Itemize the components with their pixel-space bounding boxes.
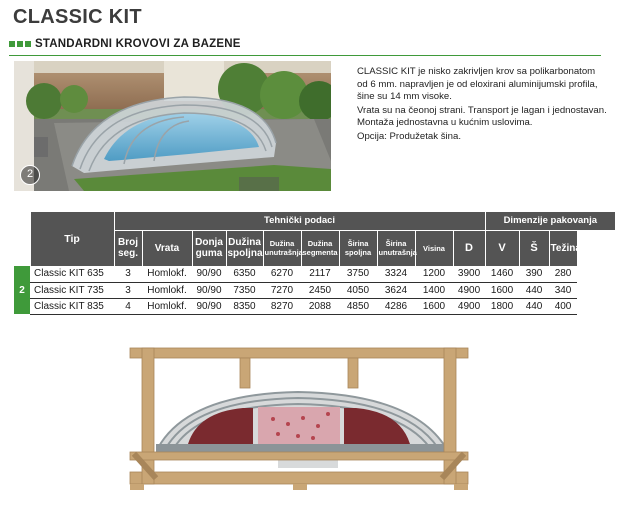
header-d: D — [453, 230, 485, 266]
cell-tip: Classic KIT 635 — [30, 266, 114, 282]
cell-duzina-segmenta: 2088 — [301, 298, 339, 314]
header-dimenzije-pakovanja: Dimenzije pakovanja — [485, 212, 615, 230]
description-paragraph-2: Vrata su na čeonoj strani. Transport je lagan i jednostavan. Montaža jednostavna u kućnim uslovima. — [357, 104, 607, 129]
cell-duzina-spoljna: 7350 — [226, 282, 263, 298]
header-donja-guma: Donja guma — [192, 230, 226, 266]
cell-sirina-unutrasnja: 3324 — [377, 266, 415, 282]
cell-duzina-spoljna: 6350 — [226, 266, 263, 282]
cell-tip: Classic KIT 835 — [30, 298, 114, 314]
header-duzina-segmenta: Dužina segmenta — [301, 230, 339, 266]
description-paragraph-3: Opcija: Produžetak šina. — [357, 130, 461, 142]
cell-sirina-unutrasnja: 3624 — [377, 282, 415, 298]
cell-sirina-spoljna: 3750 — [339, 266, 377, 282]
header-s: Š — [519, 230, 549, 266]
cell-sirina-unutrasnja: 4286 — [377, 298, 415, 314]
cell-visina: 1200 — [415, 266, 453, 282]
cell-broj-seg: 4 — [114, 298, 142, 314]
cell-visina: 1600 — [415, 298, 453, 314]
cell-sirina-spoljna: 4050 — [339, 282, 377, 298]
header-v: V — [485, 230, 519, 266]
table-row — [14, 266, 615, 282]
heading-squares-icon — [9, 41, 31, 47]
cell-broj-seg: 3 — [114, 266, 142, 282]
cell-duzina-spoljna: 8350 — [226, 298, 263, 314]
cell-duzina-segmenta: 2117 — [301, 266, 339, 282]
photo-number-badge: 2 — [20, 165, 40, 185]
cell-duzina-segmenta: 2450 — [301, 282, 339, 298]
cell-d: 3900 — [453, 266, 485, 282]
header-visina: Visina — [415, 230, 453, 266]
cell-duzina-unutrasnja: 8270 — [263, 298, 301, 314]
table-row — [14, 298, 615, 314]
table-row — [14, 282, 615, 298]
cell-s: 440 — [519, 298, 549, 314]
cell-d: 4900 — [453, 282, 485, 298]
page-title: CLASSIC KIT — [13, 6, 142, 28]
cell-sirina-spoljna: 4850 — [339, 298, 377, 314]
cell-duzina-unutrasnja: 7270 — [263, 282, 301, 298]
packaging-crate-photo — [128, 344, 470, 492]
product-description — [357, 66, 607, 145]
group-spacer — [14, 212, 30, 266]
cell-tip: Classic KIT 735 — [30, 282, 114, 298]
group-number-badge: 2 — [14, 266, 30, 314]
cell-tezina: 280 — [549, 266, 577, 282]
cell-v: 1600 — [485, 282, 519, 298]
cell-s: 390 — [519, 266, 549, 282]
header-duzina-unutrasnja: Dužina unutrašnja — [263, 230, 301, 266]
cell-tezina: 340 — [549, 282, 577, 298]
cell-tezina: 400 — [549, 298, 577, 314]
header-vrata: Vrata — [142, 230, 192, 266]
cell-donja-guma: 90/90 — [192, 282, 226, 298]
cell-v: 1800 — [485, 298, 519, 314]
header-tezina: Težina — [549, 230, 577, 266]
cell-vrata: Homlokf. — [142, 282, 192, 298]
cell-s: 440 — [519, 282, 549, 298]
cell-v: 1460 — [485, 266, 519, 282]
header-sirina-spoljna: Širina spoljna — [339, 230, 377, 266]
cell-d: 4900 — [453, 298, 485, 314]
description-paragraph-1: CLASSIC KIT je nisko zakrivljen krov sa polikarbonatom od 6 mm. napravljen je od eloxirani aluminijumski profila, šine su 14 mm visoke. — [357, 66, 598, 103]
pool-enclosure-photo — [14, 61, 331, 191]
header-duzina-spoljna: Dužina spoljna — [226, 230, 263, 266]
header-tip: Tip — [30, 212, 114, 266]
specification-table — [14, 212, 615, 315]
section-heading-text: STANDARDNI KROVOVI ZA BAZENE — [35, 38, 241, 50]
header-sirina-unutrasnja: Širina unutrašnja — [377, 230, 415, 266]
cell-donja-guma: 90/90 — [192, 298, 226, 314]
header-tehnicki-podaci: Tehnički podaci — [114, 212, 485, 230]
section-heading — [9, 38, 601, 56]
cell-duzina-unutrasnja: 6270 — [263, 266, 301, 282]
cell-vrata: Homlokf. — [142, 266, 192, 282]
cell-vrata: Homlokf. — [142, 298, 192, 314]
header-broj-seg: Broj seg. — [114, 230, 142, 266]
cell-broj-seg: 3 — [114, 282, 142, 298]
cell-visina: 1400 — [415, 282, 453, 298]
cell-donja-guma: 90/90 — [192, 266, 226, 282]
